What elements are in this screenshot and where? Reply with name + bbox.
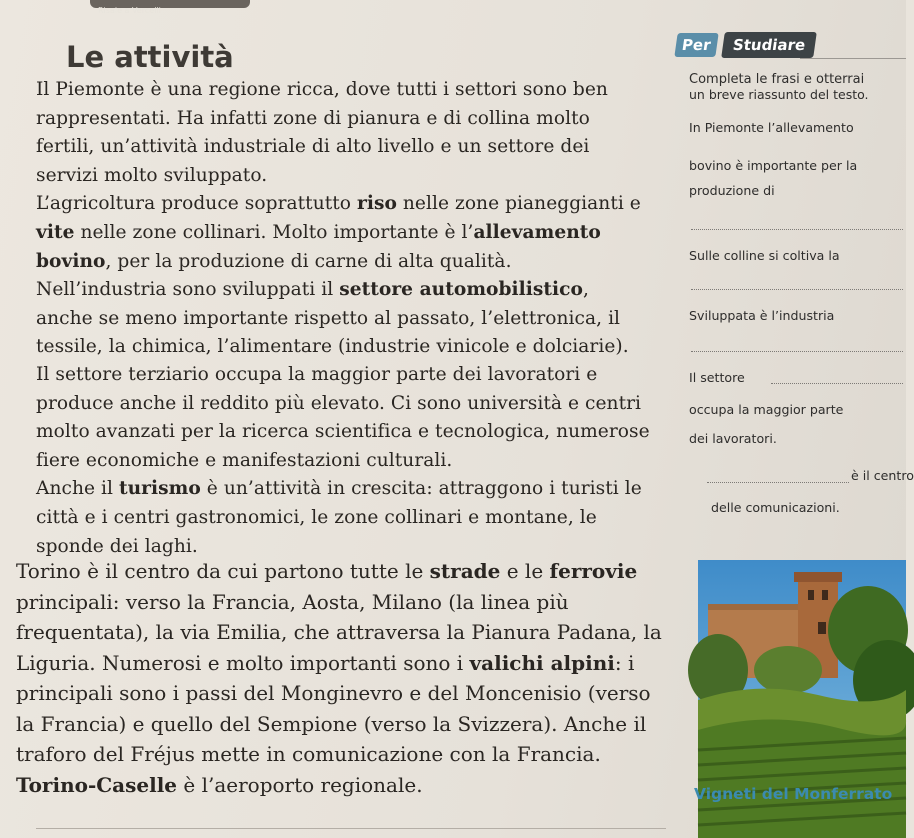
keyword-caselle: Torino-Caselle	[16, 772, 178, 797]
question-4-line-3: dei lavoratori.	[689, 431, 777, 446]
paragraph-tertiary: Il settore terziario occupa la maggior parte dei lavoratori e produce anche il reddito più elevato. Ci sono università e centri molto avanzati per la ricerca scientifica e tecnologica, numerose fiere economiche e manifestazioni culturali.	[36, 364, 650, 471]
previous-caption: Risaie a Vercelli	[98, 6, 161, 15]
study-intro-1: Completa le frasi e otterrai	[689, 72, 865, 87]
paragraph-agriculture: L’agricoltura produce soprattutto riso nelle zone pianeggianti e vite nelle zone collinari. Molto importante è l’allevamento bovino, per la produzione di carne di alta qualità.	[36, 193, 641, 272]
per-tag: Per	[674, 33, 718, 57]
question-1-line-3: produzione di	[689, 183, 775, 198]
section-title: Le attività	[66, 40, 234, 74]
question-4-line-1: Il settore	[689, 370, 745, 385]
paragraph-tourism: Anche il turismo è un’attività in crescita: attraggono i turisti le città e i centri gastronomici, le zone collinari e montane, le sponde dei laghi.	[36, 478, 642, 557]
study-badge	[676, 32, 815, 58]
keyword-strade: strade	[429, 559, 501, 583]
keyword-valichi: valichi alpini	[469, 650, 615, 675]
question-2: Sulle colline si coltiva la	[689, 248, 840, 263]
study-divider	[800, 58, 906, 59]
keyword-ferrovie: ferrovie	[549, 559, 638, 583]
keyword-automobilistico: settore automobilistico	[339, 279, 583, 301]
question-4-line-2: occupa la maggior parte	[689, 402, 844, 417]
answer-blank-1[interactable]	[691, 228, 903, 230]
question-1-line-1: In Piemonte l’allevamento	[689, 120, 854, 135]
question-3: Sviluppata è l’industria	[689, 308, 835, 323]
question-5-line-2: delle comunicazioni.	[711, 500, 840, 515]
paragraph-transport: Torino è il centro da cui partono tutte le strade e le ferrovie principali: verso la Francia, Aosta, Milano (la linea più frequentata), la via Emilia, che attraversa la Pianura Padana, la Liguria. Numerosi e molto importanti sono i valichi alpini: i principali sono i passi del Monginevro e del Moncenisio (verso la Francia) e quello del Sempione (verso la Svizzera). Anche il traforo del Fréjus mette in comunicazione con la Francia. Torino-Caselle è l’aeroporto regionale.	[16, 559, 662, 797]
main-text-continued	[36, 361, 651, 561]
transport-text	[16, 556, 666, 800]
answer-blank-5[interactable]	[707, 481, 849, 483]
keyword-allevamento: allevamento bovino	[36, 221, 601, 272]
keyword-vite: vite	[36, 221, 75, 243]
study-intro-2: un breve riassunto del testo.	[689, 87, 869, 102]
question-1-line-2: bovino è importante per la	[689, 158, 858, 173]
paragraph-industry: Nell’industria sono sviluppati il settore automobilistico, anche se meno importante rispetto al passato, l’elettronica, il tessile, la chimica, l’alimentare (industrie vinicole e dolciarie).	[36, 279, 629, 358]
paragraph-overview: Il Piemonte è una regione ricca, dove tutti i settori sono ben rappresentati. Ha infatti zone di pianura e di collina molto fertili, un’attività industriale di alto livello e un settore dei servizi molto sviluppato.	[36, 79, 608, 186]
bottom-divider	[36, 828, 666, 829]
answer-blank-2[interactable]	[691, 288, 903, 290]
question-5-line-1: è il centro	[851, 468, 914, 483]
photo-caption: Vigneti del Monferrato	[694, 785, 893, 803]
keyword-turismo: turismo	[118, 478, 201, 500]
study-box	[689, 72, 914, 515]
answer-blank-4[interactable]	[771, 382, 903, 384]
keyword-riso: riso	[356, 193, 397, 215]
main-text	[36, 76, 651, 362]
studiare-tag: Studiare	[721, 32, 817, 58]
answer-blank-3[interactable]	[691, 350, 903, 352]
previous-caption-strip	[90, 0, 250, 15]
